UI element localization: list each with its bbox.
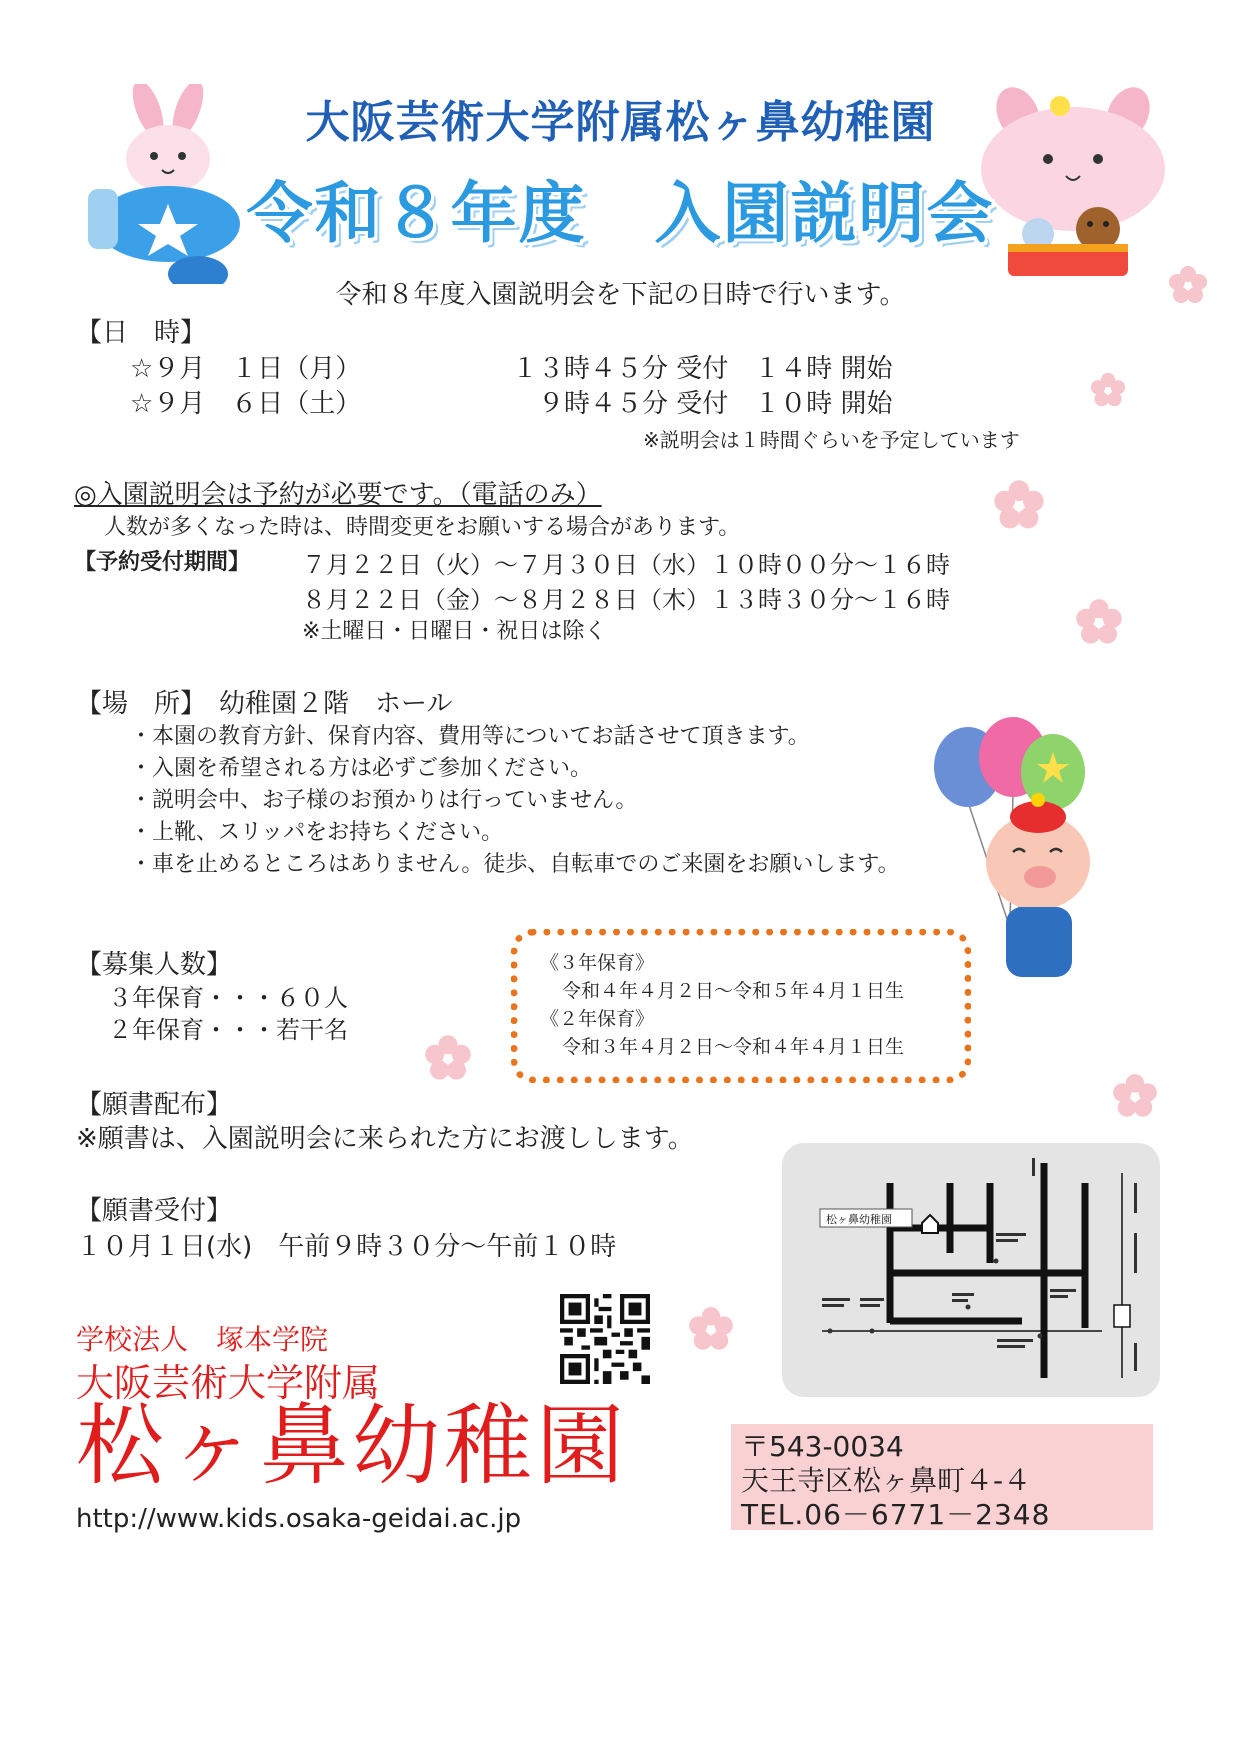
flower-decoration-3	[993, 479, 1045, 531]
footer-url[interactable]: http://www.kids.osaka-geidai.ac.jp	[76, 1504, 522, 1534]
postal-code: 〒543-0034	[741, 1430, 904, 1463]
recruitment-row-1: ３年保育・・・６０人	[108, 984, 348, 1012]
event-title: 令和８年度 入園説明会	[246, 175, 995, 252]
phone-number: TEL.06－6771－2348	[741, 1498, 1051, 1531]
flower-decoration-4	[1075, 598, 1123, 646]
recruitment-row-2: ２年保育・・・若干名	[108, 1016, 348, 1044]
date-row-2: ☆９月 ６日（土）	[130, 389, 362, 419]
eligibility-line-1: 《３年保育》	[540, 952, 655, 974]
time-row-1: １３時４５分 受付 １４時 開始	[512, 354, 893, 384]
distribution-heading: 【願書配布】	[76, 1090, 233, 1120]
school-marker-icon	[922, 1215, 938, 1233]
time-row-2: ９時４５分 受付 １０時 開始	[512, 389, 893, 419]
flower-decoration-7	[688, 1306, 734, 1352]
eligibility-line-4: 令和３年４月２日～令和４年４月１日生	[562, 1036, 905, 1058]
datetime-heading: 【日 時】	[76, 318, 207, 348]
duration-note: ※説明会は１時間ぐらいを予定しています	[643, 428, 1020, 452]
footer-affil: 大阪芸術大学附属	[76, 1361, 381, 1405]
eligibility-line-2: 令和４年４月２日～令和５年４月１日生	[562, 980, 905, 1002]
place-bullet-3: ・説明会中、お子様のお預かりは行っていません。	[130, 788, 638, 813]
distribution-text: ※願書は、入園説明会に来られた方にお渡しします。	[76, 1124, 694, 1154]
reservation-period-2: ８月２２日（金）～８月２８日（木）１３時３０分～１６時	[302, 586, 950, 614]
reservation-exclusion: ※土曜日・日曜日・祝日は除く	[302, 619, 607, 644]
reservation-period-label: 【予約受付期間】	[74, 550, 251, 575]
map-school-label: 松ヶ鼻幼稚園	[826, 1213, 892, 1226]
footer-corp: 学校法人 塚本学院	[76, 1323, 329, 1356]
place-bullet-1: ・本園の教育方針、保育内容、費用等についてお話させて頂きます。	[130, 724, 810, 749]
acceptance-heading: 【願書受付】	[76, 1196, 233, 1226]
map-graphic	[782, 1143, 1160, 1397]
access-map	[782, 1143, 1160, 1397]
place-heading: 【場 所】 幼稚園２階 ホール	[76, 689, 453, 719]
eligibility-line-3: 《２年保育》	[540, 1008, 655, 1030]
reservation-note: 人数が多くなった時は、時間変更をお願いする場合があります。	[104, 515, 741, 540]
date-row-1: ☆９月 １日（月）	[130, 354, 362, 384]
school-title: 大阪芸術大学附属松ヶ鼻幼稚園	[305, 97, 936, 148]
reservation-period-1: ７月２２日（火）～７月３０日（水）１０時００分～１６時	[302, 551, 950, 579]
place-bullet-5: ・車を止めるところはありません。徒歩、自転車でのご来園をお願いします。	[130, 852, 900, 877]
address: 天王寺区松ヶ鼻町４-４	[741, 1464, 1032, 1497]
place-bullet-2: ・入園を希望される方は必ずご参加ください。	[130, 756, 593, 781]
reservation-heading: ◎入園説明会は予約が必要です。（電話のみ）	[74, 480, 602, 510]
acceptance-text: １０月１日(水) 午前９時３０分～午前１０時	[76, 1232, 617, 1262]
recruitment-heading: 【募集人数】	[76, 950, 233, 980]
flower-decoration-6	[1112, 1073, 1158, 1119]
flower-decoration-2	[1090, 372, 1126, 408]
place-bullet-4: ・上靴、スリッパをお持ちください。	[130, 820, 504, 845]
intro-text: 令和８年度入園説明会を下記の日時で行います。	[335, 280, 906, 310]
qr-code-image	[560, 1294, 650, 1384]
flower-decoration-5	[424, 1034, 472, 1082]
footer-name: 松ヶ鼻幼稚園	[76, 1394, 629, 1497]
